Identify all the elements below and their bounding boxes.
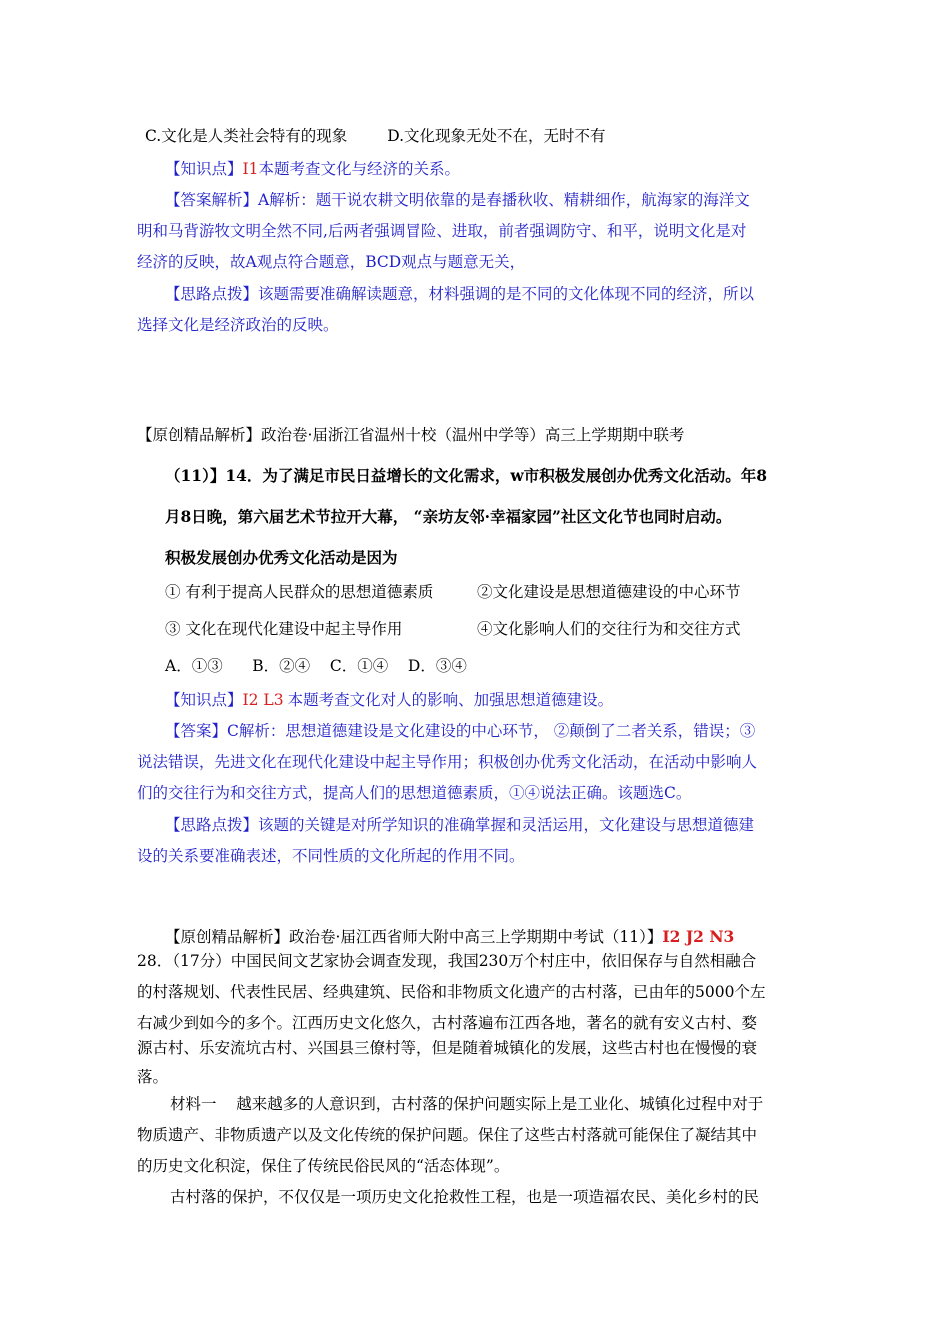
q28-body-line-4: 源古村、乐安流坑古村、兴国县三僚村等，但是随着城镇化的发展，这些古村也在慢慢的衰 [137,1039,758,1057]
knowledge-code: I1 [242,160,259,178]
knowledge-code: I2 L3 [242,691,284,709]
option-row-cd [145,125,825,147]
knowledge-text: 本题考查文化与经济的关系。 [258,160,461,178]
tip-text: 该题需要准确解读题意，材料强调的是不同的文化体现不同的经济，所以 [258,285,755,303]
option-c: C.文化是人类社会特有的现象 [145,127,348,145]
q13-analysis-line-3: 经济的反映，故A观点符合题意，BCD观点与题意无关， [137,253,526,271]
q13-analysis-line-2: 明和马背游牧文明全然不同,后两者强调冒险、进取，前者强调防守、和平，说明文化是对 [137,222,747,240]
q28-header [165,926,845,948]
q14-knowledge-point [165,689,845,711]
knowledge-label: 【知识点】 [165,160,243,178]
item-1: ① 有利于提高人民群众的思想道德素质 [165,583,434,601]
q28-material-line-2: 物质遗产、非物质遗产以及文化传统的保护问题。保住了这些古村落就可能保住了凝结其中 [137,1126,758,1144]
q14-items-row-2 [165,618,845,640]
q13-tip-line-2: 选择文化是经济政治的反映。 [137,316,339,334]
q13-knowledge-point [165,158,845,180]
q28-material-line-1: 材料一 越来越多的人意识到，古村落的保护问题实际上是工业化、城镇化过程中对于 [170,1095,764,1113]
q13-analysis-line-1 [165,189,845,211]
q28-body-line-3: 右减少到如今的多个。江西历史文化悠久，古村落遍布江西各地，著名的就有安义古村、婺 [137,1014,758,1032]
option-d: D.文化现象无处不在，无时不有 [387,127,606,145]
tip-text: 该题的关键是对所学知识的准确掌握和灵活运用，文化建设与思想道德建 [258,816,755,834]
item-3: ③ 文化在现代化建设中起主导作用 [165,620,403,638]
q28-body-line-1: 28．（17分）中国民间文艺家协会调查发现，我国230万个村庄中，依旧保存与自然相融合 [137,952,757,970]
knowledge-text: 本题考查文化对人的影响、加强思想道德建设。 [287,691,614,709]
q14-header-line-3: 月8日晚，第六届艺术节拉开大幕， “亲坊友邻·幸福家园”社区文化节也同时启动。 [165,507,732,526]
tip-label: 【思路点拨】 [165,816,259,834]
q28-codes: I2 J2 N3 [662,927,735,946]
q13-tip-line-1 [165,283,845,305]
q14-tip-line-1 [165,814,845,836]
answer-text: C解析：思想道德建设是文化建设的中心环节， ②颠倒了二者关系，错误；③ [227,722,756,740]
q14-items-row-1 [165,581,845,603]
q28-last-line: 古村落的保护，不仅仅是一项历史文化抢救性工程，也是一项造福农民、美化乡村的民 [170,1188,760,1206]
q14-header-line-1: 【原创精品解析】政治卷·届浙江省温州十校（温州中学等）高三上学期期中联考 [137,426,685,444]
analysis-text: A解析：题干说农耕文明依靠的是春播秋收、精耕细作，航海家的海洋文 [258,191,750,209]
q28-material-line-3: 的历史文化积淀，保住了传统民俗民风的“活态体现”。 [137,1157,510,1175]
item-4: ④文化影响人们的交往行为和交往方式 [477,620,741,638]
item-2: ②文化建设是思想道德建设的中心环节 [477,583,741,601]
q28-body-line-2: 的村落规划、代表性民居、经典建筑、民俗和非物质文化遗产的古村落，已由年的5000个左 [137,983,766,1001]
q14-tip-line-2: 设的关系要准确表述，不同性质的文化所起的作用不同。 [137,847,525,865]
q14-choices: A．①③ B．②④ C．①④ D．③④ [165,657,467,675]
answer-label: 【答案】 [165,722,228,740]
q14-stem: 积极发展创办优秀文化活动是因为 [165,548,398,567]
tip-label: 【思路点拨】 [165,285,259,303]
q14-answer-line-3: 们的交往行为和交往方式，提高人们的思想道德素质，①④说法正确。该题选C。 [137,784,692,802]
q28-body-line-5: 落。 [137,1068,169,1086]
knowledge-label: 【知识点】 [165,691,243,709]
q14-answer-line-1 [165,720,845,742]
q14-answer-line-2: 说法错误，先进文化在现代化建设中起主导作用；积极创办优秀文化活动，在活动中影响人 [137,753,758,771]
q14-header-line-2: （11）】14．为了满足市民日益增长的文化需求，w市积极发展创办优秀文化活动。年8 [165,466,768,485]
q28-header-text: 【原创精品解析】政治卷·届江西省师大附中高三上学期期中考试（11）】 [165,928,663,946]
analysis-label: 【答案解析】 [165,191,259,209]
